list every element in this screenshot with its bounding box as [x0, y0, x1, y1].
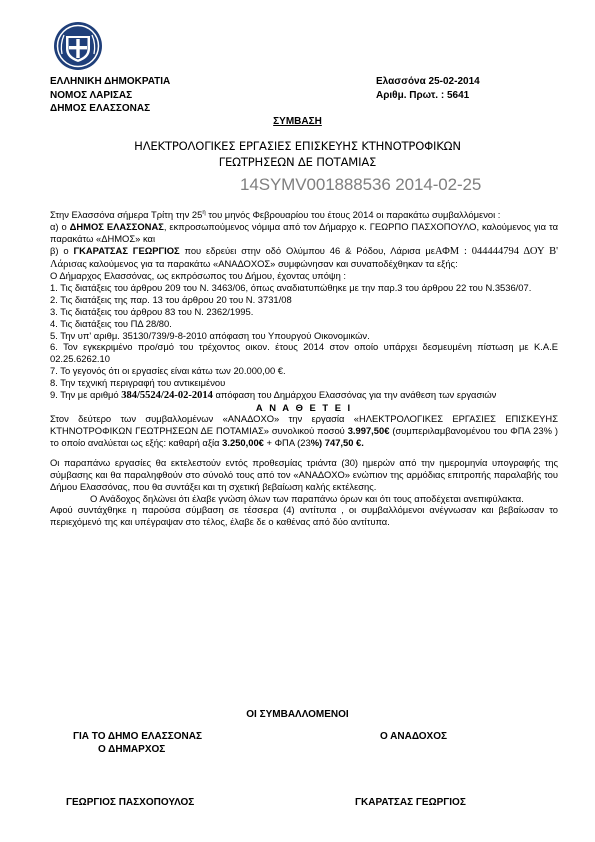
consideration-8: 8. Την τεχνική περιγραφή του αντικειμένου: [50, 376, 226, 388]
award-vat: %) 747,50 €.: [310, 437, 364, 449]
ada-registration-stamp: 14SYMV001888536 2014-02-25: [240, 175, 482, 194]
contract-title-line-2: ΓΕΩΤΡΗΣΕΩΝ ΔΕ ΠΟΤΑΜΙΑΣ: [218, 155, 377, 169]
award-text-c: + ΦΠΑ (23: [263, 437, 311, 449]
contract-title: [70, 138, 525, 170]
issuer-line-3: ΔΗΜΟΣ ΕΛΑΣΣΟΝΑΣ: [50, 103, 151, 114]
date-protocol-block: [376, 75, 480, 102]
parties-title: ΟΙ ΣΥΜΒΑΛΛΟΜΕΝΟΙ: [246, 709, 349, 720]
party-b-name: ΓΚΑΡΑΤΣΑΣ ΓΕΩΡΓΙΟΣ: [73, 244, 180, 256]
protocol-number: Αριθμ. Πρωτ. : 5641: [376, 89, 470, 101]
consideration-6: 6. Τον εγκεκριμένο προ/σμό του τρέχοντος οικον. έτους 2014 στον οποίο υπάρχει δεσμευμένη πίστωση με Κ.Α.Ε 02.25.6262.10: [50, 341, 558, 365]
consideration-9: [50, 389, 558, 402]
deadline-paragraph: Οι παραπάνω εργασίες θα εκτελεστούν εντός προθεσμίας τριάντα (30) ημερών από την ημερομηνία υπογραφής της σύμβασης και θα παραληφθούν στο σύνολό τους από τον «ΑΝΑΔΟΧΟ» ενώπιον της αρμόδιας επιτροπής παραλαβής του Δήμου Ελασσόνας, που θα συντάξει και τη σχετική βεβαίωση καλής εκτέλεσης.: [50, 457, 558, 492]
intro-text-b: του μηνός Φεβρουαρίου του έτους 2014 οι παρακάτω συμβαλλόμενοι :: [205, 209, 501, 221]
contract-body: [50, 208, 558, 528]
intro-text-a: Στην Ελασσόνα σήμερα Τρίτη την 25: [50, 209, 203, 221]
intro-sup: η: [202, 210, 206, 216]
mayor-line: Ο Δήμαρχος Ελασσόνας, ως εκπρόσωπος του Δήμου, έχοντας υπόψη :: [50, 270, 347, 282]
document-type: ΣΥΜΒΑΣΗ: [273, 116, 322, 127]
consideration-4: 4. Τις διατάξεις του ΠΔ 28/80.: [50, 317, 172, 329]
issuer-block: [50, 75, 170, 116]
paragraph-gap: [50, 449, 558, 457]
party-a-prefix: α) ο: [50, 220, 70, 232]
signatory-right-name: ΓΚΑΡΑΤΣΑΣ ΓΕΩΡΓΙΟΣ: [355, 797, 466, 808]
issuer-line-2: ΝΟΜΟΣ ΛΑΡΙΣΑΣ: [50, 89, 133, 101]
award-net: 3.250,00€: [222, 437, 264, 449]
consideration-7: 7. Το γεγονός ότι οι εργασίες είναι κάτω των 20.000,00 €.: [50, 365, 286, 377]
consideration-2: 2. Τις διατάξεις της παρ. 13 του άρθρου 20 του Ν. 3731/08: [50, 294, 292, 306]
item9-text-a: 9. Την με αριθμό: [50, 388, 122, 400]
issuer-line-1: ΕΛΛΗΝΙΚΗ ΔΗΜΟΚΡΑΤΙΑ: [50, 76, 171, 87]
party-a-name: ΔΗΜΟΣ ΕΛΑΣΣΟΝΑΣ: [69, 220, 164, 232]
awards-heading: Α Ν Α Θ Ε Τ Ε Ι: [255, 401, 353, 413]
date-line: Ελασσόνα 25-02-2014: [376, 76, 480, 87]
signatory-left-name: ΓΕΩΡΓΙΟΣ ΠΑΣΧΟΠΟΥΛΟΣ: [66, 797, 195, 808]
copies-paragraph: Αφού συντάχθηκε η παρούσα σύμβαση σε τέσσερα (4) αντίτυπα , οι συμβαλλόμενοι ανέγνωσαν και βεβαίωσαν το περιεχόμενό της και υπέγραψαν στο τέλος, έλαβε δε ο καθένας από δύο αντίτυπα.: [50, 504, 558, 528]
decision-number: 384/5524/24-02-2014: [121, 389, 213, 401]
signatory-left-role: Ο ΔΗΜΑΡΧΟΣ: [98, 744, 166, 755]
consideration-5: 5. Την υπ' αριθμ. 35130/739/9-8-2010 απόφαση του Υπουργού Οικονομικών.: [50, 329, 370, 341]
party-b-mid: που εδρεύει στην οδό Ολύμπου 46 & Ρόδου, Λάρισα με: [179, 244, 435, 256]
award-paragraph: [50, 413, 558, 449]
signatory-left-org: ΓΙΑ ΤΟ ΔΗΜΟ ΕΛΑΣΣΟΝΑΣ: [73, 731, 202, 742]
acceptance-paragraph: Ο Ανάδοχος δηλώνει ότι έλαβε γνώση όλων των παραπάνω όρων και ότι τους αποδέχεται ανεπιφύλακτα.: [90, 492, 524, 504]
award-total: 3.997,50€: [347, 425, 390, 437]
consideration-1: 1. Τις διατάξεις του άρθρου 209 του Ν. 3463/06, όπως αναδιατυπώθηκε με την παρ.3 του άρθρου 22 του Ν.3536/07.: [50, 282, 532, 294]
party-a-paragraph: [50, 221, 558, 245]
party-a-rest: , εκπροσωπούμενος νόμιμα από τον Δήμαρχο κ. ΓΕΩΡΠΟ ΠΑΣΧΟΠΟΥΛΟ, καλούμενος για τα παρακάτω «ΔΗΜΟΣ» και: [50, 220, 559, 244]
party-b-rest: καλούμενος για τα παρακάτω «ΑΝΑΔΟΧΟΣ» συμφώνησαν και συναποδέχθηκαν τα εξής:: [86, 257, 458, 269]
award-text-b: (συμπεριλαμβανομένου του ΦΠΑ 23% ) το οποίο αναλύεται ως εξής: καθαρή αξία: [50, 425, 558, 449]
signatory-right-role: Ο ΑΝΑΔΟΧΟΣ: [380, 731, 447, 742]
party-b-afm: ΑΦΜ : 044444794 ΔΟΥ Β' Λάρισας: [50, 245, 558, 270]
party-b-paragraph: [50, 245, 558, 271]
award-text-a: Στον δεύτερο των συμβαλλομένων «ΑΝΑΔΟΧΟ» την εργασία «ΗΛΕΚΤΡΟΛΟΓΙΚΕΣ ΕΡΓΑΣΙΕΣ ΕΠΙΣΚΕΥΗΣ ΚΤΗΝΟΤΡΟΦΙΚΩΝ ΓΕΩΤΡΗΣΕΩΝ ΔΕ ΠΟΤΑΜΙΑΣ» συνολικού ποσού: [50, 413, 558, 437]
contract-title-line-1: ΗΛΕΚΤΡΟΛΟΓΙΚΕΣ ΕΡΓΑΣΙΕΣ ΕΠΙΣΚΕΥΗΣ ΚΤΗΝΟΤΡΟΦΙΚΩΝ: [134, 139, 461, 153]
item9-text-b: απόφαση του Δημάρχου Ελασσόνας για την ανάθεση των εργασιών: [212, 388, 497, 400]
consideration-3: 3. Τις διατάξεις του άρθρου 83 του Ν. 2362/1995.: [50, 305, 254, 317]
greek-coat-of-arms-icon: [52, 20, 104, 72]
party-b-prefix: β) ο: [50, 244, 74, 256]
intro-paragraph: [50, 208, 558, 221]
